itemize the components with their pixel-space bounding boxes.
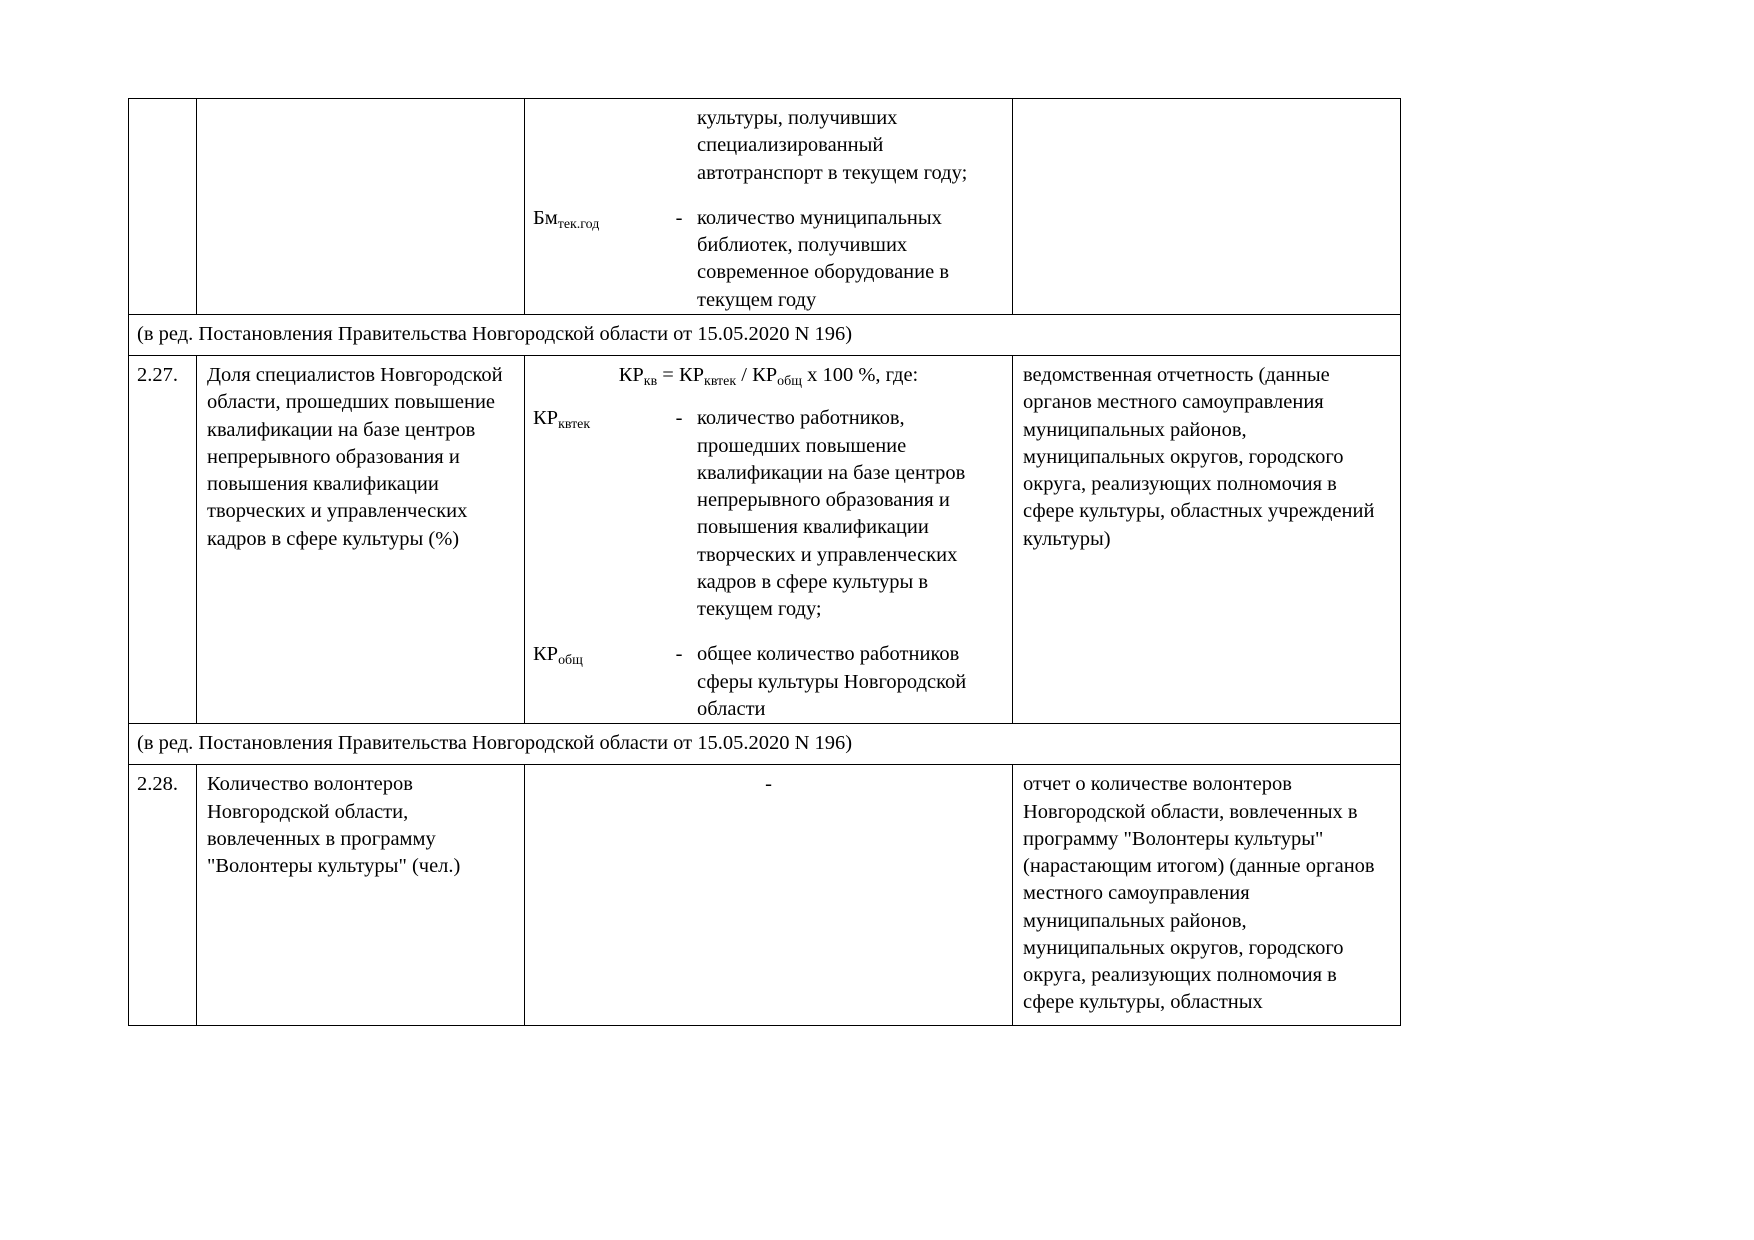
- cell-redaction-note: [129, 314, 1401, 355]
- definition-symbol: [531, 641, 661, 723]
- definition-table: [531, 105, 1004, 314]
- cell-indicator-name: [197, 99, 525, 315]
- indicator-name-text: Количество волонтеров Новгородской области, вовлеченных в программу "Волонтеры культуры" (чел.): [207, 773, 461, 877]
- definition-list: [525, 391, 1012, 723]
- cell-indicator-name: [197, 765, 525, 1025]
- cell-row-number: [129, 356, 197, 724]
- definition-dash: -: [675, 206, 683, 229]
- cell-data-source: [1013, 356, 1401, 724]
- cell-data-source: [1013, 765, 1401, 1025]
- cell-data-source: [1013, 99, 1401, 315]
- data-source-text: отчет о количестве волонтеров Новгородской области, вовлеченных в программу "Волонтеры культуры" (нарастающим итогом) (данные органов местного самоуправления муниципальных районов, муниципальных округов, городского округа, реализующих полномочия в сфере культуры, областных: [1023, 773, 1375, 1014]
- formula-equals: =: [657, 364, 679, 386]
- formula-tail: х 100 %, где:: [801, 364, 919, 386]
- definition-text: общее количество работников сферы культуры Новгородской области: [697, 643, 967, 720]
- definition-text: количество работников, прошедших повышение квалификации на базе центров непрерывного образования и повышения квалификации творческих и управленческих кадров в сфере культуры в текущем году;: [697, 407, 966, 620]
- cell-calculation-method: [525, 356, 1013, 724]
- table-row: [129, 99, 1401, 315]
- cell-row-number: [129, 765, 197, 1025]
- cell-indicator-name: [197, 356, 525, 724]
- cell-calculation-method: [525, 99, 1013, 315]
- formula-denominator-sub: общ: [777, 374, 802, 390]
- formula-numerator-sub: квтек: [704, 374, 737, 390]
- definition-text: количество муниципальных библиотек, получивших современное оборудование в текущем году: [697, 206, 950, 311]
- calculation-placeholder-dash: -: [765, 773, 772, 796]
- cell-row-number: [129, 99, 197, 315]
- row-number-text: 2.27.: [137, 364, 178, 386]
- definition-symbol-base: КР: [533, 643, 559, 666]
- definition-dash: -: [675, 643, 683, 666]
- indicator-name-text: Доля специалистов Новгородской области, прошедших повышение квалификации на базе центров непрерывного образования и повышения квалификации творческих и управленческих кадров в сфере культуры (%): [207, 364, 503, 550]
- formula-numerator-base: КР: [678, 364, 705, 386]
- definition-symbol-sub: тек.год: [557, 216, 600, 232]
- definition-spacer: [531, 187, 1004, 205]
- data-source-text: ведомственная отчетность (данные органов местного самоуправления муниципальных районов, муниципальных округов, городского округа, реализующих полномочия в сфере культуры, областных учреждений культуры): [1023, 364, 1375, 550]
- formula-expression: [619, 362, 919, 389]
- definition-list: [525, 99, 1012, 314]
- definition-symbol-sub: общ: [558, 653, 583, 669]
- regulation-table: [128, 98, 1401, 1026]
- redaction-note-text: (в ред. Постановления Правительства Новгородской области от 15.05.2020 N 196): [137, 732, 853, 754]
- definition-spacer: [531, 623, 1004, 641]
- cell-redaction-note: [129, 724, 1401, 765]
- definition-symbol-base: Бм: [533, 206, 558, 229]
- definition-symbol: [531, 205, 661, 314]
- definition-item: [531, 405, 1004, 623]
- redaction-note-row: [129, 314, 1401, 355]
- definition-dash: [661, 105, 697, 187]
- table-row: [129, 765, 1401, 1025]
- row-number-text: [129, 99, 196, 113]
- redaction-note-row: [129, 724, 1401, 765]
- formula-lhs-sub: кв: [643, 374, 658, 390]
- formula-denominator-base: КР: [752, 364, 778, 386]
- formula-lhs-base: КР: [618, 364, 644, 386]
- definition-symbol: [531, 405, 661, 623]
- definition-item: [531, 641, 1004, 723]
- data-source-text: [1013, 99, 1400, 113]
- table-row: [129, 356, 1401, 724]
- definition-symbol-sub: квтек: [558, 417, 591, 433]
- definition-dash: -: [675, 407, 683, 430]
- cell-calculation-method: [525, 765, 1013, 1025]
- definition-table: [531, 405, 1004, 723]
- definition-symbol: [531, 105, 661, 187]
- formula: [525, 356, 1012, 391]
- definition-symbol-base: КР: [533, 407, 559, 430]
- definition-item: [531, 105, 1004, 187]
- formula-slash: /: [736, 364, 753, 386]
- row-number-text: 2.28.: [137, 773, 178, 796]
- indicator-name-text: [197, 99, 524, 113]
- definition-text: культуры, получивших специализированный автотранспорт в текущем году;: [697, 107, 968, 184]
- definition-item: [531, 205, 1004, 314]
- redaction-note-text: (в ред. Постановления Правительства Новгородской области от 15.05.2020 N 196): [137, 322, 853, 345]
